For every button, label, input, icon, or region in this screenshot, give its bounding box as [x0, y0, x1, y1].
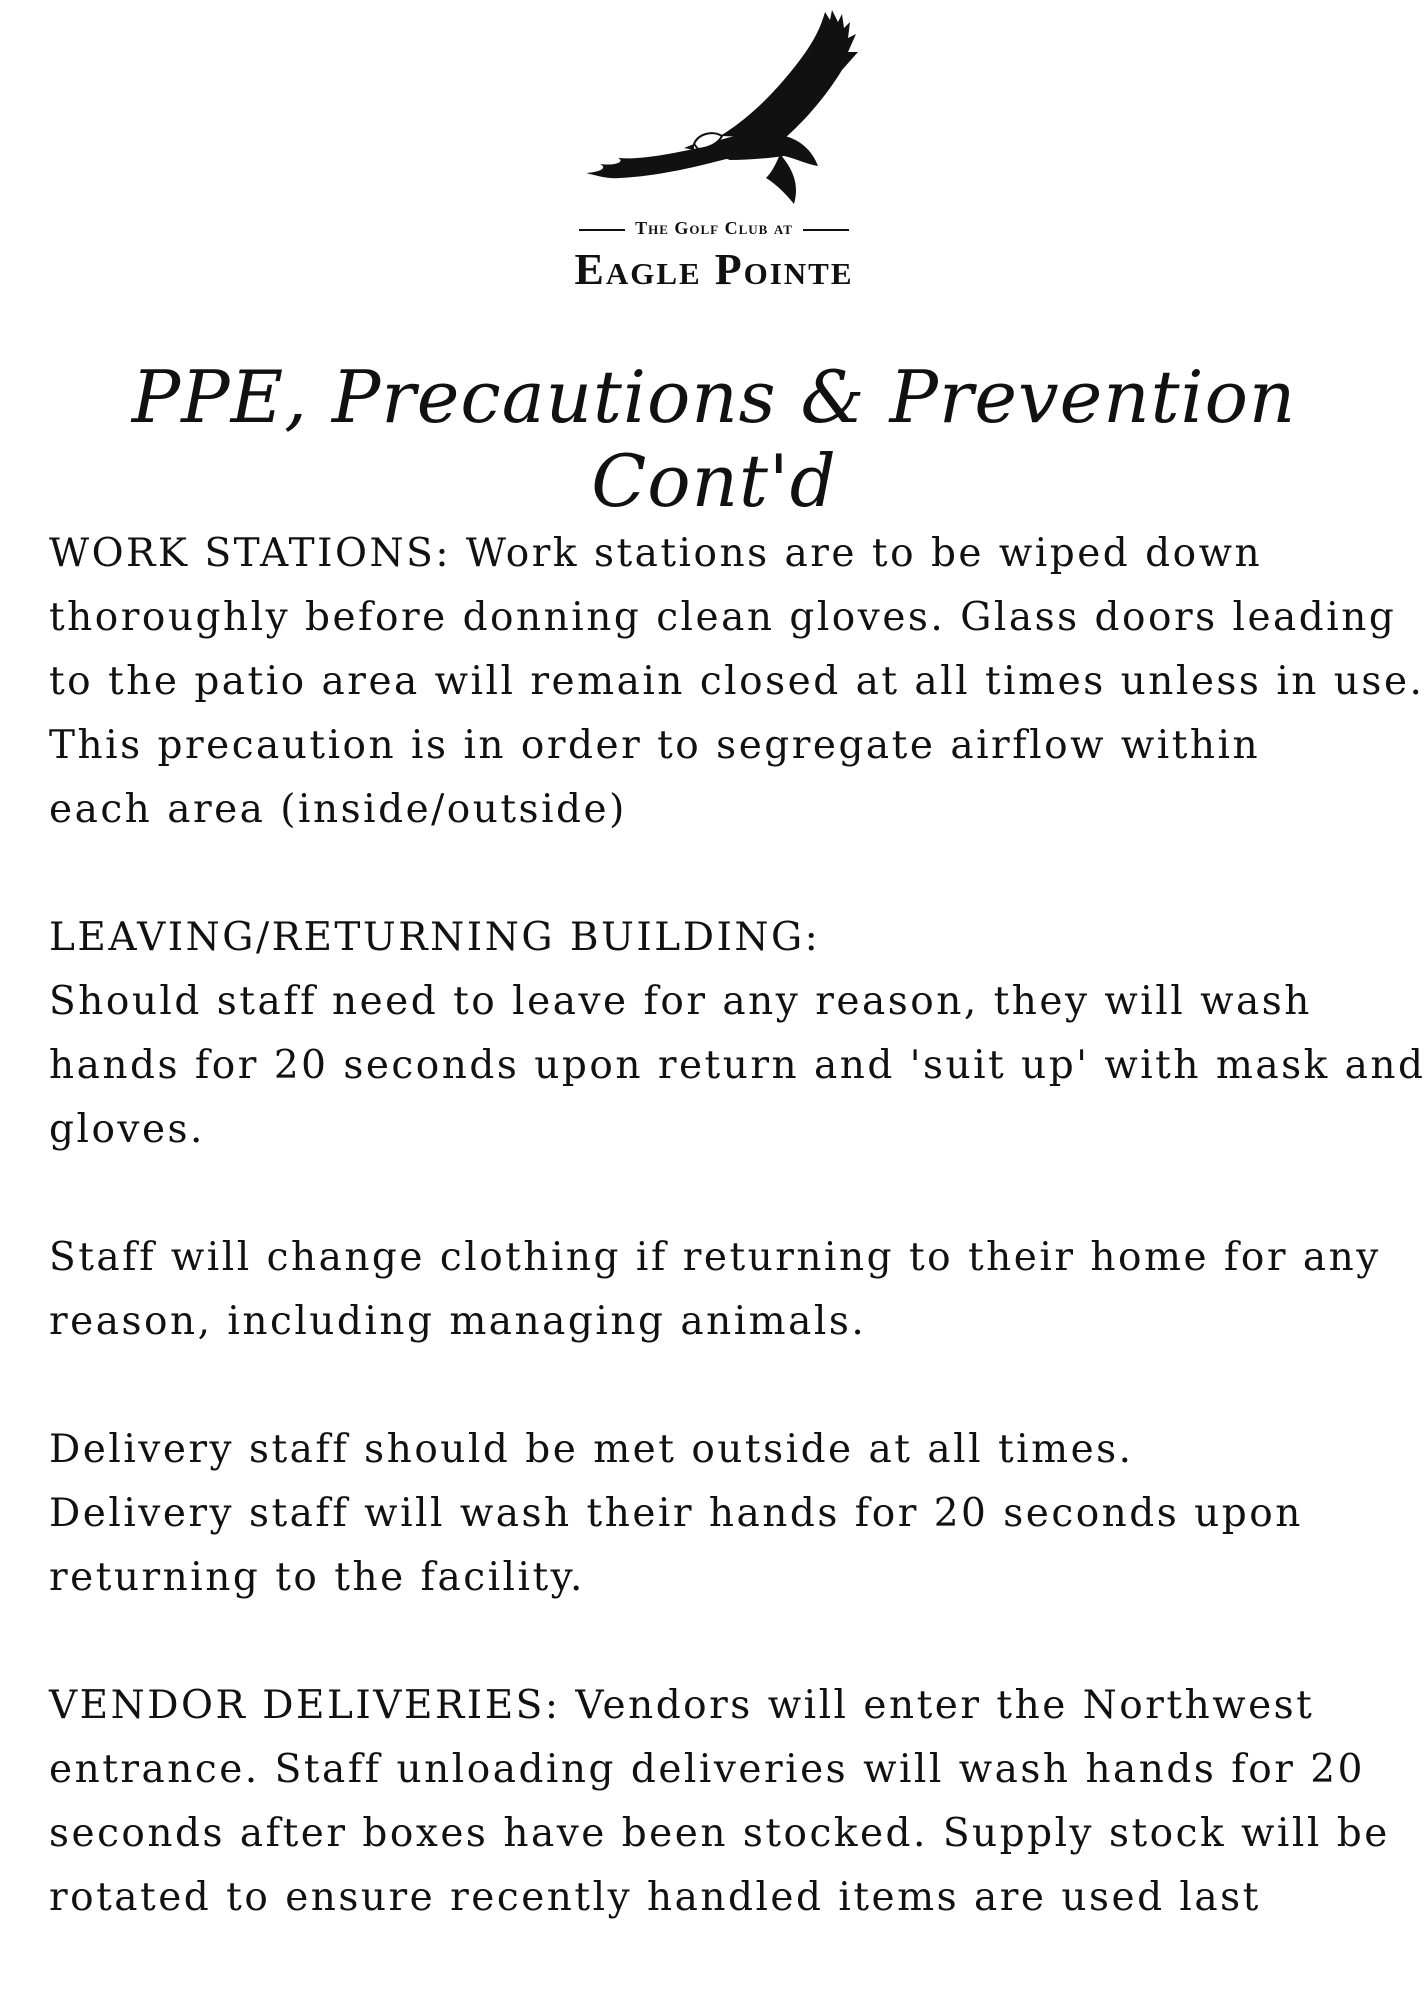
text-line: Delivery staff will wash their hands for 20 seconds upon: [49, 1491, 1303, 1536]
text-line: This precaution is in order to segregate airflow within: [49, 723, 1261, 768]
logo-subtitle: [0, 218, 1428, 239]
text-line: each area (inside/outside): [49, 787, 627, 832]
paragraph-change-clothing: [49, 1226, 1399, 1354]
text-line: Delivery staff should be met outside at all times.: [49, 1427, 1134, 1472]
text-line: Staff will change clothing if returning to their home for any: [49, 1235, 1381, 1280]
paragraph-work-stations: [49, 522, 1425, 842]
club-logo: [0, 8, 1428, 293]
text-line: WORK STATIONS: Work stations are to be wiped down: [49, 531, 1263, 576]
divider: [579, 229, 625, 231]
divider: [803, 229, 849, 231]
text-line: rotated to ensure recently handled items are used last: [49, 1875, 1261, 1920]
logo-name: Eagle Pointe: [574, 245, 854, 294]
text-line: gloves.: [49, 1107, 205, 1152]
paragraph-leaving-returning: [49, 906, 1426, 1162]
logo-subtitle-text: The Golf Club at: [635, 218, 793, 238]
text-line: seconds after boxes have been stocked. Supply stock will be: [49, 1811, 1390, 1856]
document-body: [49, 522, 1426, 1930]
paragraph-delivery-staff: [49, 1418, 1399, 1610]
text-line: LEAVING/RETURNING BUILDING:: [49, 915, 821, 960]
text-line: Should staff need to leave for any reason, they will wash: [49, 979, 1312, 1024]
paragraph-vendor-deliveries: [49, 1674, 1399, 1930]
text-line: thoroughly before donning clean gloves. Glass doors leading: [49, 595, 1397, 640]
text-line: reason, including managing animals.: [49, 1299, 867, 1344]
eagle-icon: [580, 8, 880, 208]
text-line: entrance. Staff unloading deliveries will wash hands for 20: [49, 1747, 1365, 1792]
text-line: returning to the facility.: [49, 1555, 585, 1600]
text-line: hands for 20 seconds upon return and 'suit up' with mask and: [49, 1043, 1426, 1088]
text-line: to the patio area will remain closed at all times unless in use.: [49, 659, 1425, 704]
text-line: VENDOR DELIVERIES: Vendors will enter the Northwest: [49, 1683, 1315, 1728]
page-title: PPE, Precautions & Prevention Cont'd: [131, 355, 1297, 523]
